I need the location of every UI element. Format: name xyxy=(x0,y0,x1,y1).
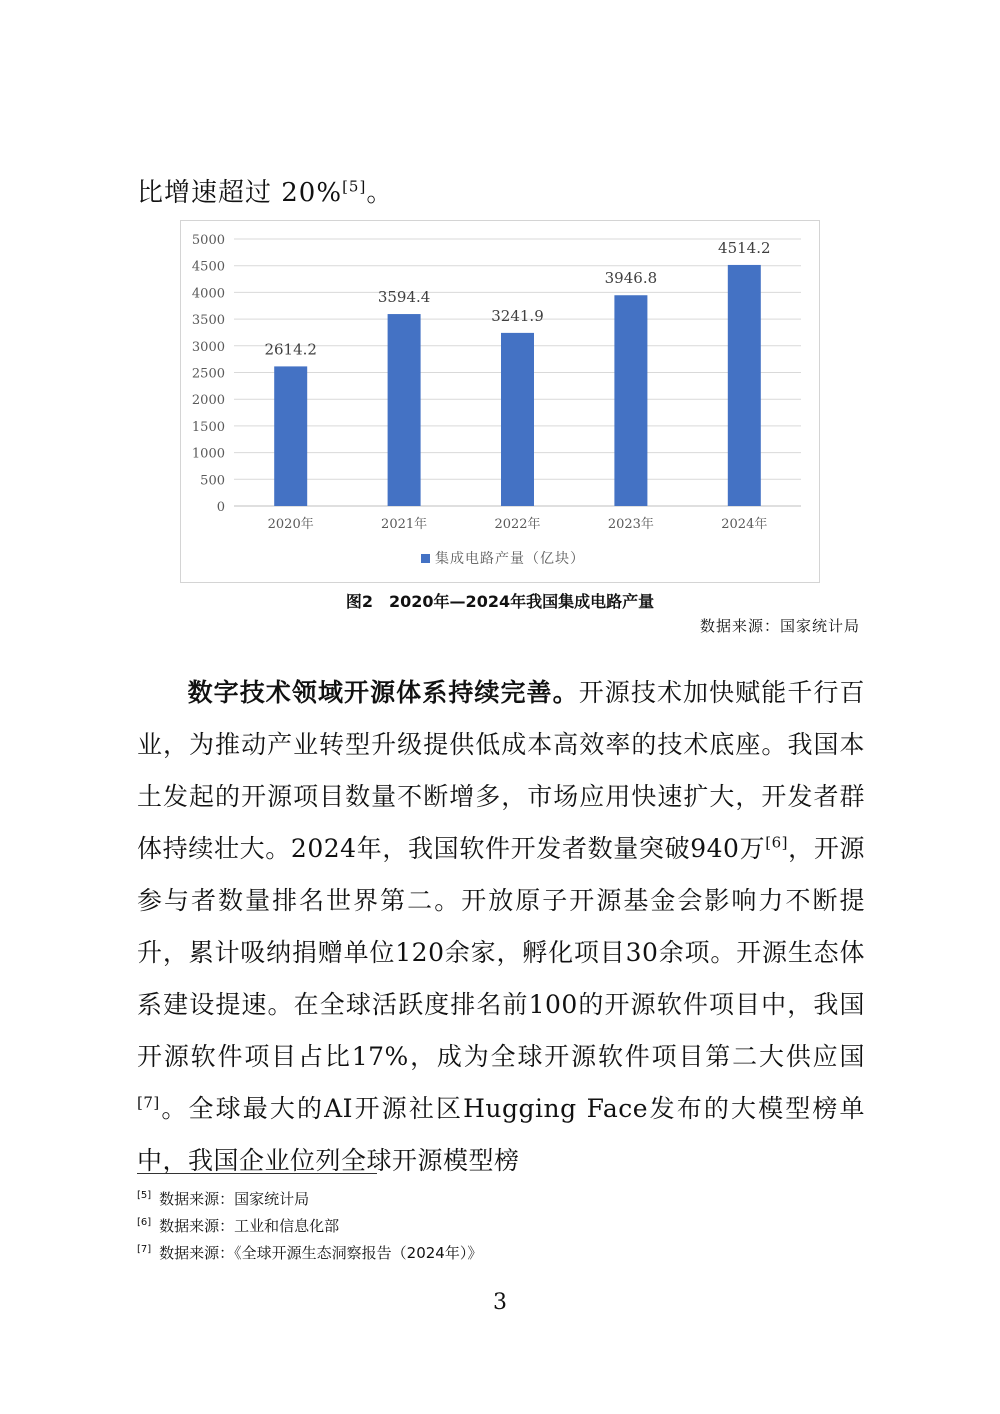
y-tick-label: 4500 xyxy=(191,259,225,275)
footnote-item xyxy=(137,1238,482,1265)
data-label: 2614.2 xyxy=(264,340,317,359)
paragraph-ref-7: [7] xyxy=(137,1093,160,1112)
footnote-item xyxy=(137,1184,482,1211)
y-tick-label: 2500 xyxy=(191,366,225,382)
intro-ref: [5] xyxy=(342,177,367,196)
figure-source: 数据来源：国家统计局 xyxy=(699,617,860,635)
y-tick-label: 1500 xyxy=(191,419,225,435)
bar xyxy=(274,366,307,506)
y-tick-label: 5000 xyxy=(191,233,225,248)
y-tick-label: 3000 xyxy=(191,339,225,355)
paragraph-ref-6: [6] xyxy=(765,833,789,852)
bar-chart xyxy=(180,220,820,583)
x-tick-label: 2023年 xyxy=(607,517,654,532)
data-label: 3594.4 xyxy=(377,288,431,307)
footnote-text: 数据来源：工业和信息化部 xyxy=(159,1217,340,1235)
intro-end: 。 xyxy=(366,178,394,208)
y-tick-label: 3500 xyxy=(191,313,225,329)
footnote-divider xyxy=(137,1173,377,1174)
paragraph-part-2: ，开源参与者数量排名世界第二。开放原子开源基金会影响力不断提升，累计吸纳捐赠单位120余家，孵化项目30余项。开源生态体系建设提速。在全球活跃度排名前100的开源软件项目中，我国开源软件项目占比17%，成为全球开源软件项目第二大供应国 xyxy=(137,834,865,1071)
y-tick-label: 500 xyxy=(200,473,225,489)
x-tick-label: 2022年 xyxy=(494,517,541,532)
data-label: 3946.8 xyxy=(604,269,658,288)
footnote-mark: [6] xyxy=(137,1217,152,1228)
footnote-text: 数据来源：国家统计局 xyxy=(159,1190,310,1208)
bar xyxy=(388,314,421,506)
footnote-item xyxy=(137,1211,482,1238)
y-tick-label: 1000 xyxy=(191,446,225,462)
footnote-mark: [5] xyxy=(137,1190,152,1201)
y-tick-label: 4000 xyxy=(191,286,225,302)
x-tick-label: 2020年 xyxy=(267,517,314,532)
footnote-mark: [7] xyxy=(137,1244,152,1255)
bar xyxy=(501,333,534,506)
x-tick-label: 2021年 xyxy=(381,517,428,532)
paragraph-part-3: 。全球最大的AI开源社区Hugging Face发布的大模型榜单中，我国企业位列全球开源模型榜 xyxy=(137,1094,865,1175)
y-tick-label: 0 xyxy=(216,500,225,515)
chart-svg xyxy=(181,221,821,584)
paragraph-part-1: 开源技术加快赋能千行百业，为推动产业转型升级提供低成本高效率的技术底座。我国本土发起的开源项目数量不断增多，市场应用快速扩大，开发者群体持续壮大。2024年，我国软件开发者数量突破940万 xyxy=(137,678,865,863)
y-tick-label: 2000 xyxy=(191,393,225,409)
x-tick-label: 2024年 xyxy=(721,517,768,532)
footnote-text: 数据来源：《全球开源生态洞察报告（2024年）》 xyxy=(159,1244,483,1262)
paragraph-lead: 数字技术领域开源体系持续完善。 xyxy=(187,678,579,707)
data-label: 4514.2 xyxy=(718,238,771,257)
bar xyxy=(614,295,647,506)
data-label: 3241.9 xyxy=(491,306,544,325)
bar xyxy=(728,265,761,506)
figure-caption: 图2 2020年—2024年我国集成电路产量 xyxy=(345,592,655,611)
legend-label: 集成电路产量（亿块） xyxy=(435,551,585,567)
intro-text: 比增速超过 20% xyxy=(137,178,343,208)
footnotes xyxy=(137,1184,482,1265)
intro-line xyxy=(137,172,393,209)
page-number: 3 xyxy=(493,1290,507,1315)
body-paragraph xyxy=(137,667,865,1187)
legend-swatch xyxy=(421,554,430,563)
